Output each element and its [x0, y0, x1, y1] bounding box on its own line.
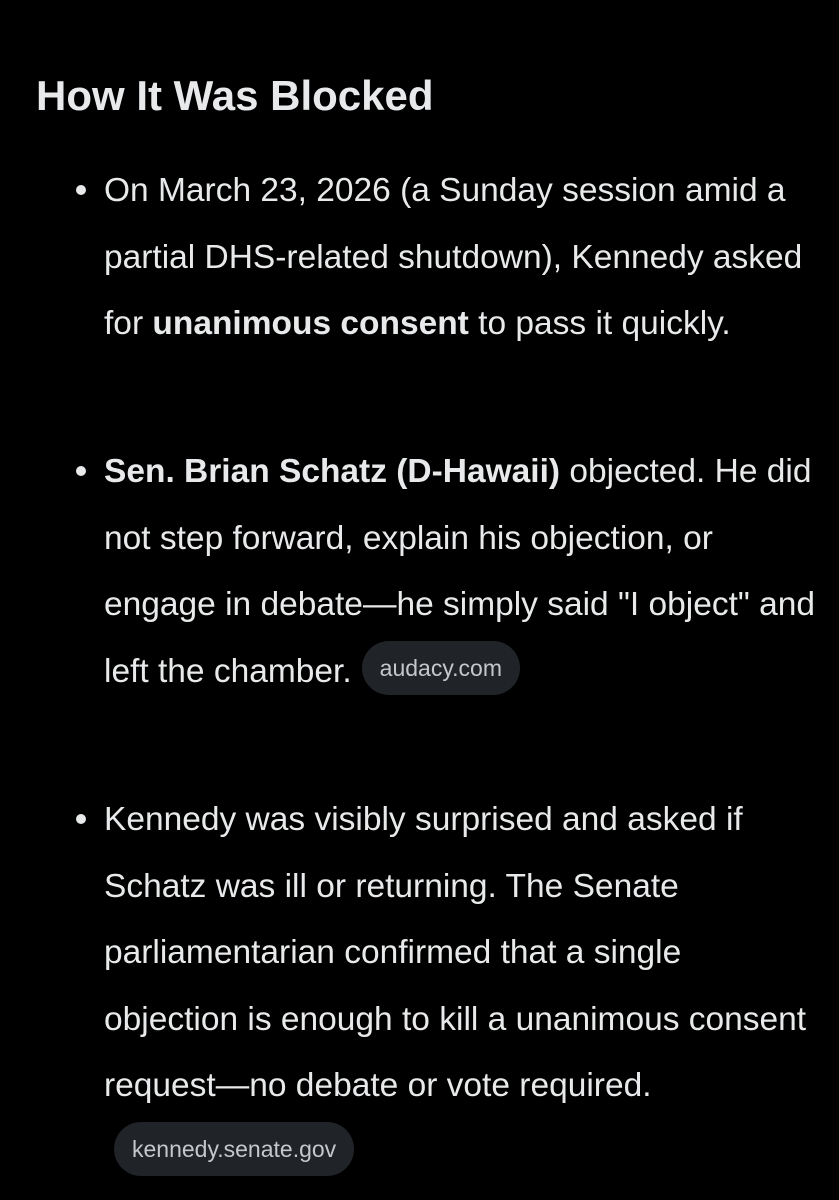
- bullet-bold-text: Sen. Brian Schatz (D-Hawaii): [104, 453, 561, 490]
- bullet-dot-icon: [76, 814, 86, 824]
- bullet-bold-text: unanimous consent: [152, 305, 469, 342]
- bullet-text: Kennedy was visibly surprised and asked if Schatz was ill or returning. The Senate parliamentarian confirmed that a single objection is enough to kill a unanimous consent request—no debate or vote required.: [104, 801, 807, 1104]
- bullet-dot-icon: [76, 466, 86, 476]
- bullet-dot-icon: [76, 185, 86, 195]
- source-chip-audacy[interactable]: audacy.com: [362, 641, 520, 695]
- section-heading: How It Was Blocked: [36, 72, 434, 119]
- bullet-item-objection: [104, 439, 816, 705]
- bullet-item-parliamentarian: [104, 787, 816, 1186]
- bullet-text: objected. He did not step forward, explain his objection, or engage in debate—he simply said "I object" and left the chamber.: [104, 453, 815, 690]
- bullet-text: On March 23, 2026 (a Sunday session amid a partial DHS-related shutdown), Kennedy asked for: [104, 172, 803, 342]
- bullet-item-consent-request: [104, 158, 816, 358]
- bullet-text: to pass it quickly.: [468, 305, 731, 342]
- source-chip-kennedy-senate[interactable]: kennedy.senate.gov: [114, 1122, 354, 1176]
